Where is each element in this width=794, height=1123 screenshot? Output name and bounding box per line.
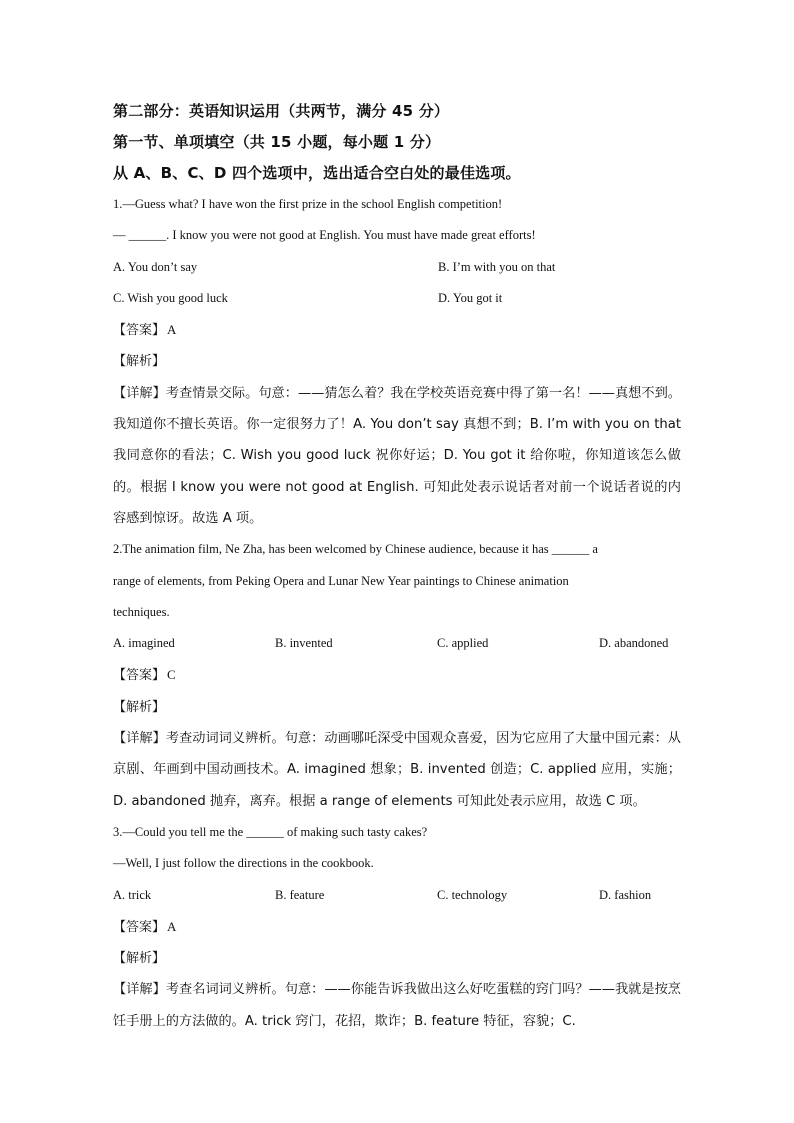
option-b: B. feature	[275, 887, 325, 902]
question-stem-line: — ______. I know you were not good at English. You must have made great efforts!	[113, 228, 536, 243]
option-c: C. technology	[437, 887, 508, 902]
option-d: D. abandoned	[599, 636, 669, 651]
question-stem-line: techniques.	[113, 604, 170, 619]
option-a: A. You don’t say	[113, 259, 198, 274]
option-d: D. fashion	[599, 887, 652, 902]
analysis-label: 【解析】	[113, 951, 166, 967]
question-stem-line: 3.—Could you tell me the ______ of making such tasty cakes?	[113, 824, 428, 839]
options-row	[113, 283, 681, 314]
section-heading: 第一节、单项填空（共 15 小题，每小题 1 分）	[113, 133, 441, 151]
answer-value: A	[167, 322, 177, 338]
document-page	[113, 96, 681, 1037]
options-row	[113, 252, 681, 283]
instruction: 从 A、B、C、D 四个选项中，选出适合空白处的最佳选项。	[113, 164, 521, 182]
question-stem-line: 2.The animation film, Ne Zha, has been welcomed by Chinese audience, because it has ______ a	[113, 542, 598, 557]
question-1	[113, 189, 681, 534]
options-row	[113, 880, 681, 911]
analysis-detail: 【详解】考查名词词义辨析。句意：——你能告诉我做出这么好吃蛋糕的窍门吗？——我就是按烹饪手册上的方法做的。A. trick 窍门，花招，欺诈；B. feature 特征，容貌；C.	[113, 982, 681, 1029]
analysis-detail: 【详解】考查情景交际。句意：——猜怎么着？我在学校英语竞赛中得了第一名！——真想不到。我知道你不擅长英语。你一定很努力了！A. You don’t say 真想不到；B. I’m with you on that 我同意你的看法；C. Wish you good luck 祝你好运；D. You got it 给你啦，你知道该怎么做的。根据 I know you were not good at English. 可知此处表示说话者对前一个说话者说的内容感到惊讶。故选 A 项。	[113, 385, 681, 526]
question-2	[113, 534, 681, 817]
question-3	[113, 817, 681, 1037]
answer-value: A	[167, 918, 177, 934]
option-d: D. You got it	[438, 290, 503, 305]
option-c: C. Wish you good luck	[113, 290, 228, 305]
answer-value: C	[167, 667, 176, 683]
options-row	[113, 628, 681, 659]
analysis-detail: 【详解】考查动词词义辨析。句意：动画哪吒深受中国观众喜爱，因为它应用了大量中国元素：从京剧、年画到中国动画技术。A. imagined 想象；B. invented 创造；C. applied 应用，实施；D. abandoned 抛弃，离弃。根据 a range of elements 可知此处表示应用，故选 C 项。	[113, 731, 681, 809]
question-stem-line: —Well, I just follow the directions in the cookbook.	[113, 856, 374, 871]
answer-label: 【答案】	[113, 919, 166, 935]
answer	[113, 314, 681, 346]
question-stem-line: 1.—Guess what? I have won the first prize in the school English competition!	[113, 197, 503, 211]
answer-label: 【答案】	[113, 323, 166, 339]
question-stem-line: range of elements, from Peking Opera and Lunar New Year paintings to Chinese animation	[113, 573, 569, 588]
option-b: B. I’m with you on that	[438, 259, 556, 274]
analysis-label: 【解析】	[113, 354, 166, 370]
option-b: B. invented	[275, 636, 333, 651]
option-a: A. trick	[113, 887, 152, 902]
answer	[113, 911, 681, 943]
answer	[113, 659, 681, 691]
part-heading: 第二部分：英语知识运用（共两节，满分 45 分）	[113, 102, 450, 120]
option-c: C. applied	[437, 636, 489, 651]
answer-label: 【答案】	[113, 668, 166, 684]
option-a: A. imagined	[113, 636, 175, 651]
analysis-label: 【解析】	[113, 699, 166, 715]
